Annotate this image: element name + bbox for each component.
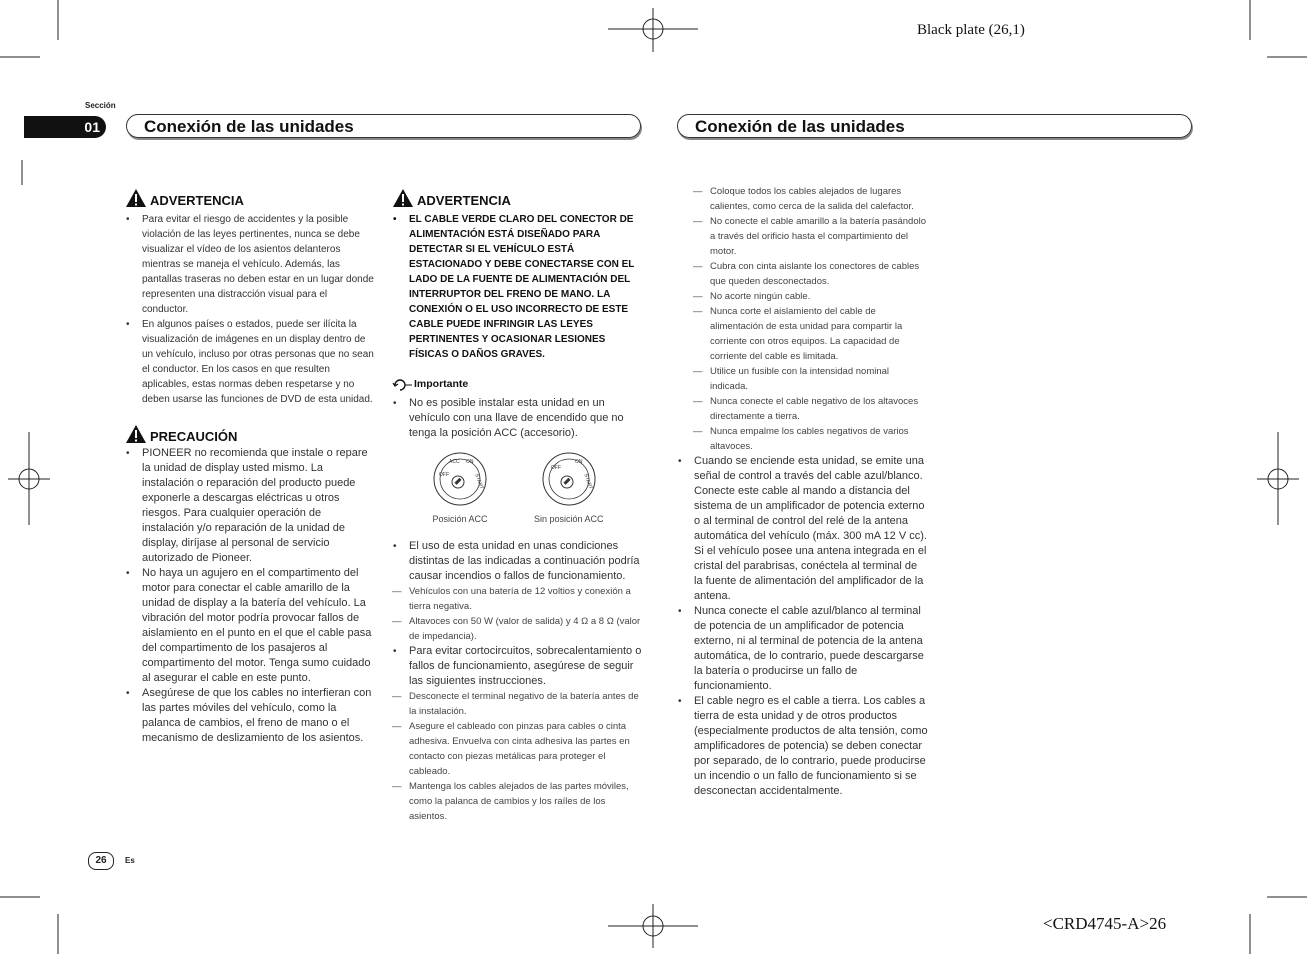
ign-caption: Posición ACC — [432, 514, 488, 524]
ign-label: OFF — [439, 472, 449, 478]
dash-item: — Altavoces con 50 W (valor de salida) y 4 Ω a 8 Ω (valor de impedancia). — [392, 614, 642, 644]
warning-text: • EL CABLE VERDE CLARO DEL CONECTOR DE ALIMENTACIÓN ESTÁ DISEÑADO PARA DETECTAR SI EL VEHÍCULO ESTÁ ESTACIONADO Y DEBE CONECTARSE CON EL LADO DE LA FUENTE DE ALIMENTACIÓN DEL INTERRUPTOR DEL FRENO DE MANO. LA CONEXIÓN O EL USO INCORRECTO DE ESTE CABLE PUEDE INFRINGIR LAS LEYES PERTINENTES Y OCASIONAR LESIONES FÍSICAS O DAÑOS GRAVES. — [392, 212, 642, 362]
dash-item: — Nunca corte el aislamiento del cable de alimentación de esta unidad para compartir la corriente con otros equipos. La capacidad de corriente del cable es limitada. — [693, 304, 928, 364]
ignition-switch-icon — [541, 451, 597, 507]
list-item: • No haya un agujero en el compartimento del motor para conectar el cable amarillo de la unidad de display a la batería del vehículo. La vibración del motor podría provocar fallos de aislamiento en el punto en el que el cable pasa del compartimento de los pasajeros al compartimento del motor. Tenga sumo cuidado al asegurar el cable en este punto. — [125, 566, 375, 686]
ign-label: ON — [466, 459, 474, 465]
list-item: • En algunos países o estados, puede ser ilícita la visualización de imágenes en un display dentro de un vehículo, incluso por otras personas que no sean el conductor. En los casos en que resulten aplicables, estas normas deben respetarse y no deben usarse las funciones de DVD de esta unidad. — [125, 317, 375, 407]
list-item — [392, 644, 642, 824]
section-label: Sección — [85, 101, 116, 110]
list-item: • No es posible instalar esta unidad en un vehículo con una llave de encendido que no tenga la posición ACC (accesorio). — [392, 396, 642, 441]
item-text: El uso de esta unidad en unas condiciones distintas de las indicadas a continuación podría causar incendios o fallos de funcionamiento. — [409, 540, 640, 582]
warning-heading — [125, 186, 375, 208]
ignition-figures — [432, 451, 642, 527]
dash-item: — Desconecte el terminal negativo de la batería antes de la instalación. — [392, 689, 642, 719]
dash-item: — Nunca empalme los cables negativos de varios altavoces. — [693, 424, 928, 454]
dash-item: — Vehículos con una batería de 12 voltios y conexión a tierra negativa. — [392, 584, 642, 614]
ign-label: START — [473, 473, 485, 491]
section-number-tab: 01 — [24, 116, 106, 138]
dash-item: — Nunca conecte el cable negativo de los altavoces directamente a tierra. — [693, 394, 928, 424]
list-item: • PIONEER no recomienda que instale o repare la unidad de display usted mismo. La instalación o reparación del producto puede exponerle a descargas eléctricas u otros riesgos. Para cualquier operación de instalación y/o reparación de la unidad de display, diríjase al personal de servicio autorizado de Pioneer. — [125, 446, 375, 566]
dash-item: — Cubra con cinta aislante los conectores de cables que queden desconectados. — [693, 259, 928, 289]
column-2 — [392, 186, 642, 824]
caution-title: PRECAUCIÓN — [150, 429, 238, 444]
important-title: Importante — [414, 378, 469, 390]
warning-triangle-icon — [125, 188, 147, 208]
warning-triangle-icon — [125, 424, 147, 444]
caution-heading — [125, 422, 375, 444]
dash-item: — No acorte ningún cable. — [693, 289, 928, 304]
dash-item: — Asegure el cableado con pinzas para cables o cinta adhesiva. Envuelva con cinta adhesiva las partes en contacto con piezas metálicas para proteger el cableado. — [392, 719, 642, 779]
ignition-switch-icon — [432, 451, 488, 507]
list-item: • Nunca conecte el cable azul/blanco al terminal de potencia de un amplificador de potencia externo, ni al terminal de potencia de la antena automática, de lo contrario, puede descargarse la batería o producirse un fallo de funcionamiento. — [677, 604, 928, 694]
page-number: 26 — [88, 852, 114, 870]
ign-label: OFF — [550, 465, 561, 471]
warning-title: ADVERTENCIA — [150, 193, 244, 208]
dash-item: — No conecte el cable amarillo a la batería pasándolo a través del orificio hasta el compartimiento del motor. — [693, 214, 928, 259]
list-item: • Para evitar el riesgo de accidentes y la posible violación de las leyes pertinentes, nunca se debe visualizar el vídeo de los asientos delanteros mientras se maneja el vehículo. Además, las pantallas traseras no deben estar en un lugar donde representen una distracción visual para el conductor. — [125, 212, 375, 317]
page-language: Es — [125, 856, 135, 865]
dash-item: — Mantenga los cables alejados de las partes móviles, como la palanca de cambios y los raíles de los asientos. — [392, 779, 642, 824]
warning-triangle-icon — [392, 188, 414, 208]
warning-title: ADVERTENCIA — [417, 193, 511, 208]
ign-caption: Sin posición ACC — [534, 514, 604, 524]
ign-label: START — [582, 473, 594, 491]
warning-heading — [392, 186, 642, 208]
ign-label: ACC — [449, 459, 460, 465]
column-3 — [693, 184, 928, 799]
ignition-acc-figure — [432, 451, 488, 527]
list-item — [392, 539, 642, 644]
item-text: Para evitar cortocircuitos, sobrecalentamiento o fallos de funcionamiento, asegúrese de seguir las siguientes instrucciones. — [409, 645, 642, 687]
plate-label: Black plate (26,1) — [917, 22, 1025, 38]
list-item: • El cable negro es el cable a tierra. Los cables a tierra de esta unidad y de otros productos (especialmente productos de alta tensión, como amplificadores de potencia) se deben conectar por separado, de lo contrario, puede producirse un incendio o un fallo de funcionamiento si se desconectan accidentalmente. — [677, 694, 928, 799]
ignition-no-acc-figure — [534, 451, 604, 527]
list-item: • Cuando se enciende esta unidad, se emite una señal de control a través del cable azul/blanco. Conecte este cable al mando a distancia del sistema de un amplificador de potencia externo o al terminal de control del relé de la antena automática del vehículo (máx. 300 mA 12 V cc). Si el vehículo posee una antena integrada en el cristal del parabrisas, conéctela al terminal de la fuente de alimentación del amplificador de la antena. — [677, 454, 928, 604]
important-note-icon — [392, 378, 412, 392]
column-1 — [125, 186, 375, 746]
document-code: <CRD4745-A>26 — [1043, 914, 1167, 933]
ign-label: ON — [574, 459, 583, 465]
header-right: Conexión de las unidades — [677, 114, 1192, 138]
list-item: • Asegúrese de que los cables no interfieran con las partes móviles del vehículo, como la palanca de cambios, el freno de mano o el mecanismo de deslizamiento de los asientos. — [125, 686, 375, 746]
important-heading — [392, 377, 642, 392]
dash-item: — Coloque todos los cables alejados de lugares calientes, como cerca de la salida del calefactor. — [693, 184, 928, 214]
header-left: Conexión de las unidades — [126, 114, 641, 138]
dash-item: — Utilice un fusible con la intensidad nominal indicada. — [693, 364, 928, 394]
